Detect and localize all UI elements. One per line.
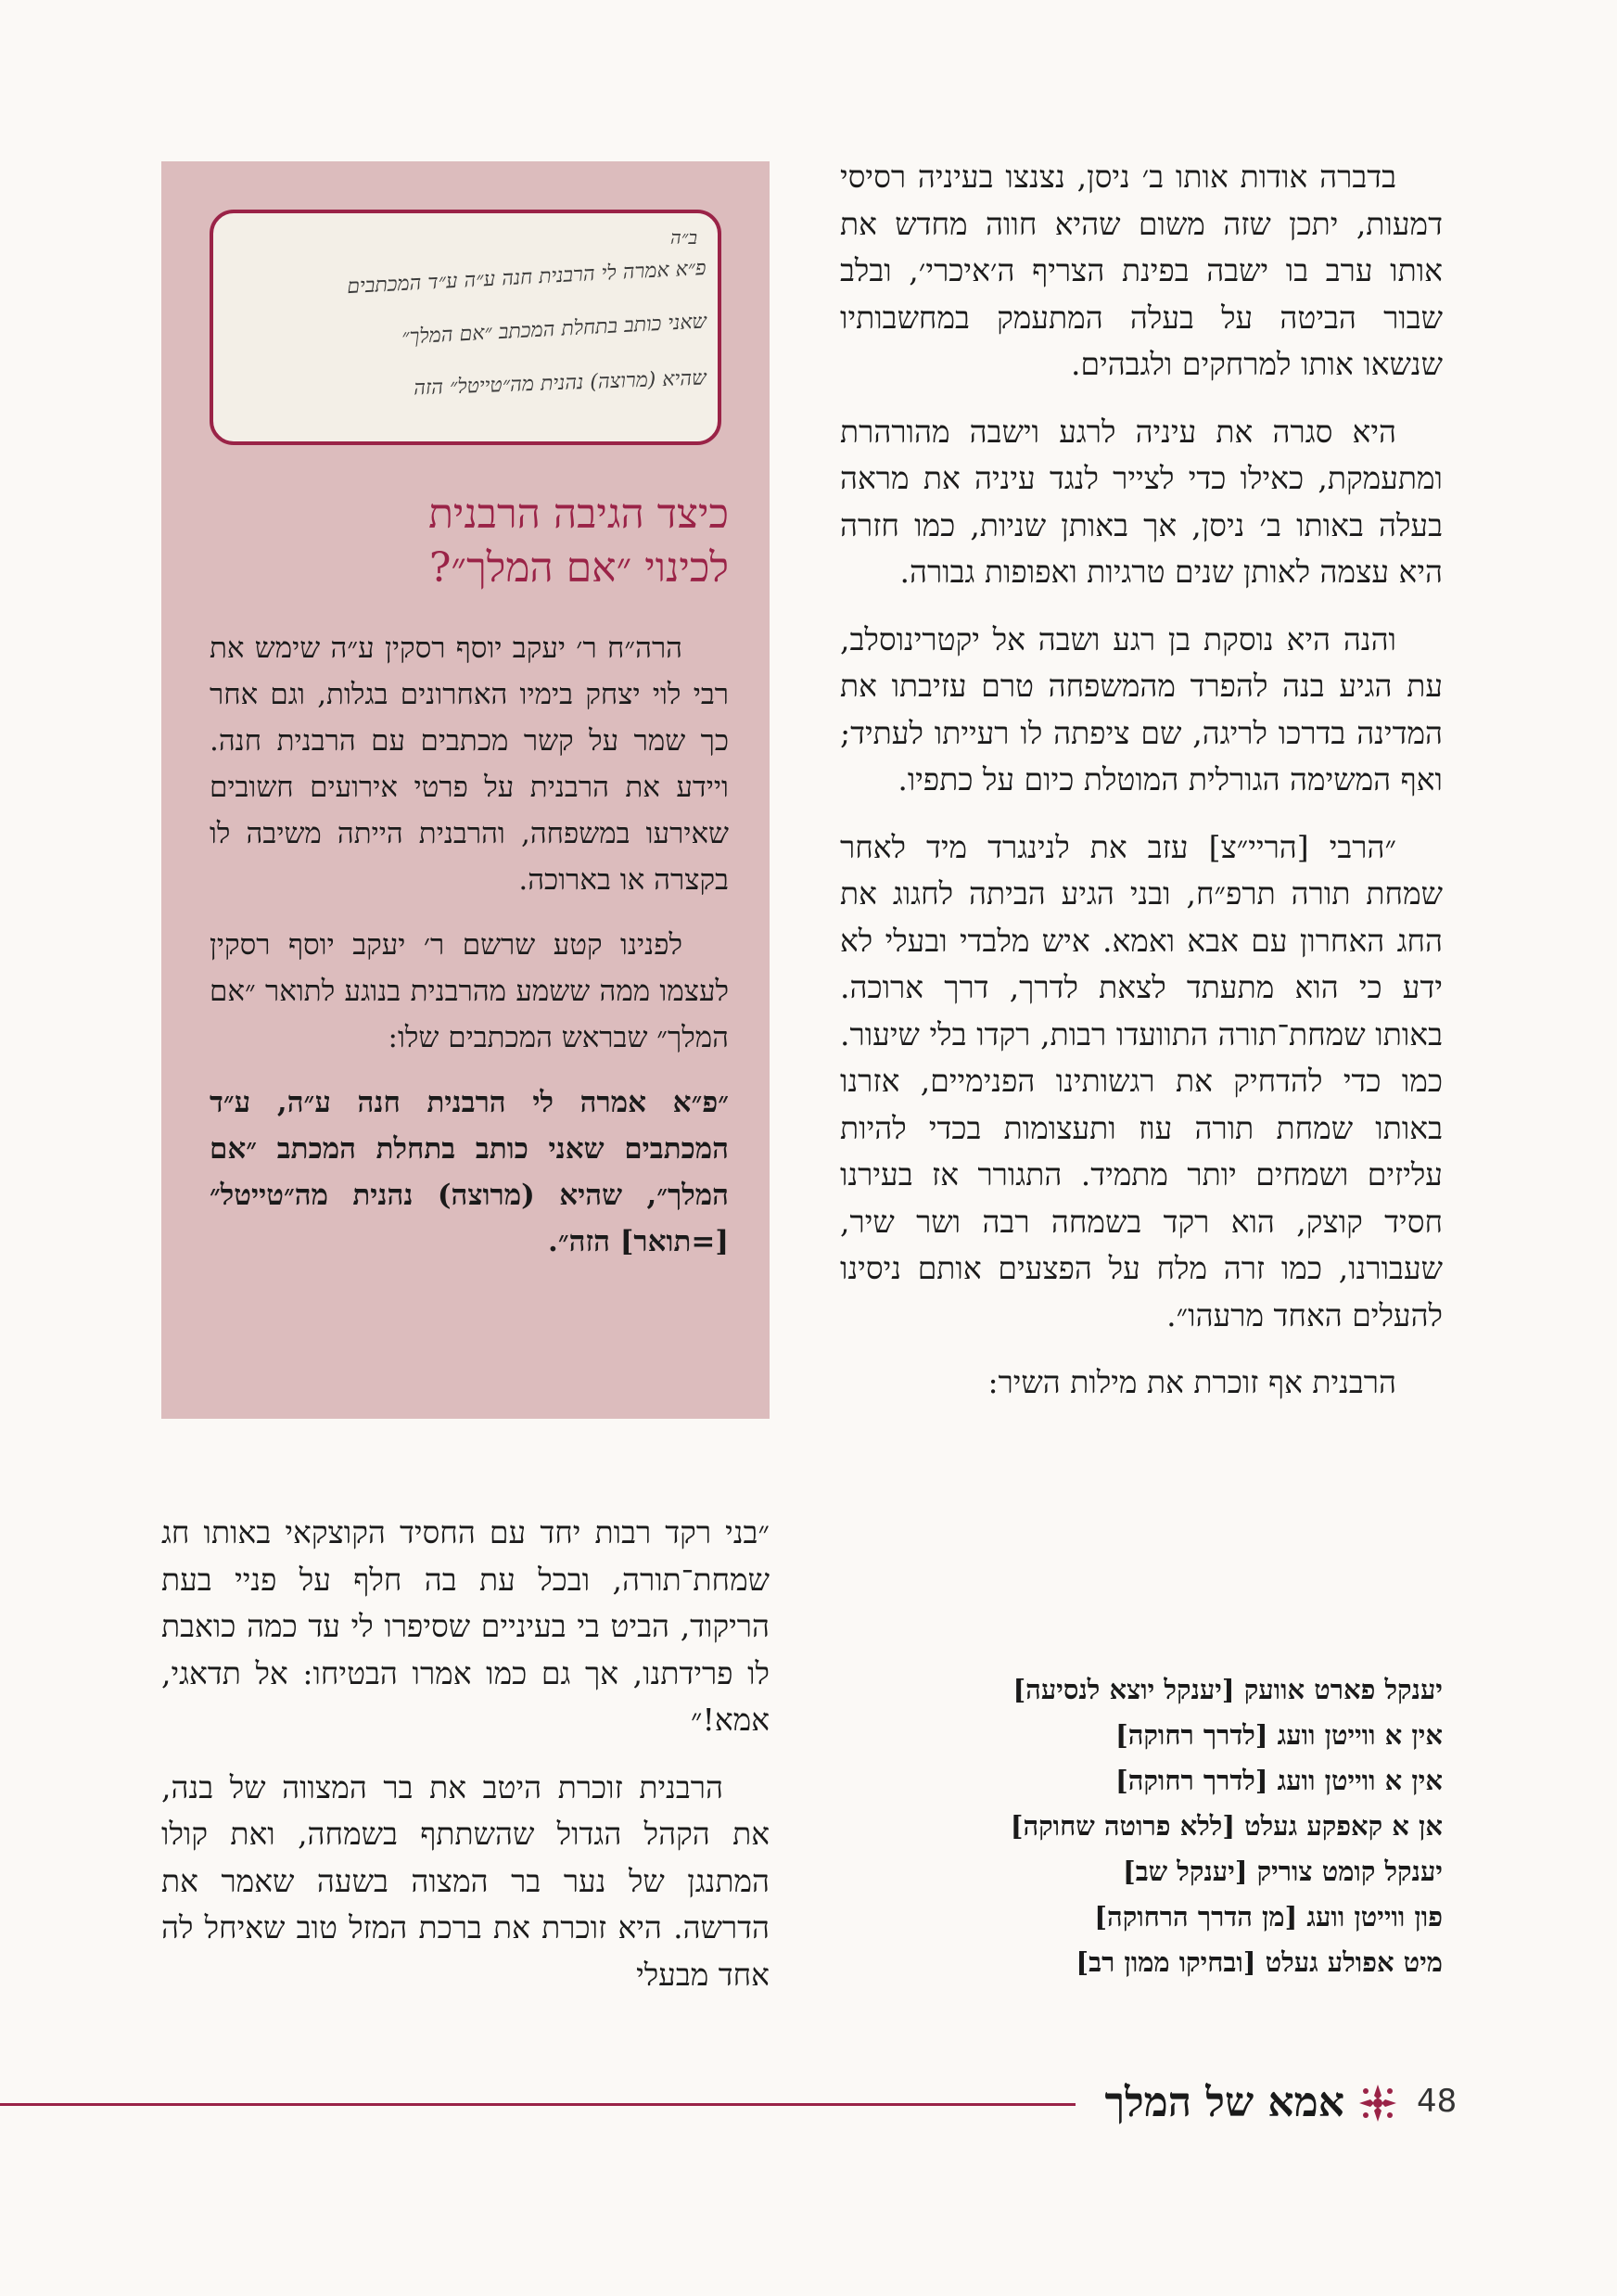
handwritten-line: פ״א אמרה לי הרבנית חנה ע״ה ע״ד המכתבים: [346, 256, 707, 300]
page-number: 48: [1417, 2083, 1458, 2120]
sidebar-quote: ״פ״א אמרה לי הרבנית חנה ע״ה, ע״ד המכתבים שאני כותב בתחלת המכתב ״אם המלך״, שהיא (מרוצה) נהנית מה״טייטל״ [=תואר] הזה״.: [210, 1086, 729, 1258]
paragraph: והנה היא נוסקת בן רגע ושבה אל יקטרינוסלב, עת הגיע בנה להפרד מהמשפחה טרם עזיבתו את המדינה בדרכו לריגה, שם ציפתה לו רעייתו לעתיד; ואף המשימה הגורלית המוטלת כיום על כתפיו.: [840, 620, 1443, 797]
paragraph: ״הרבי [הריי״צ] עזב את לנינגרד מיד לאחר שמחת תורה תרפ״ח, ובני הגיע הביתה לחגוג את החג האחרון עם אבא ואמא. איש מלבדי ובעלי לא ידע כי הוא מתעתד לצאת לדרך, דרך ארוכה. באותו שמחת־תורה התוועדו רבות, רקדו בלי שיעור. כמו כדי להדחיק את רגשותינו הפנימיים, אזרנו באותו שמחת תורה עוז ותעצומות בכדי להיות עליזים ושמחים יותר מתמיד. התגורר אז בעירנו חסיד קוצק, הוא רקד בשמחה רבה ושר שיר, שעבורנו, כמו זרה מלח על הפצעים אותם ניסינו להעלים האחד מרעהו״.: [840, 828, 1443, 1333]
paragraph: הרבנית זוכרת היטב את בר המצווה של בנה, את הקהל הגדול שהשתתף בשמחה, ואת קולו המתנגן של נער בר המצוה בשעה שאמר את הדרשה. היא זוכרת את ברכת המזל טוב שאיחל לה אחד מבעלי: [161, 1768, 770, 1993]
sidebar-paragraph: הרה״ח ר׳ יעקב יוסף רסקין ע״ה שימש את רבי לוי יצחק בימיו האחרונים בגלות, וגם אחר כך שמר על קשר מכתבים עם הרבנית חנה. ויידע את הרבנית על פרטי אירועים חשובים שאירעו במשפחה, והרבנית הייתה משיבה לו בקצרה או בארוכה.: [210, 631, 729, 897]
sidebar-box: [161, 161, 770, 1419]
paragraph: בדברה אודות אותו ב׳ ניסן, נצנצו בעיניה רסיסי דמעות, יתכן שזה משום שהיא חווה מחדש את אותו ערב בו ישבה בפינת הצריף ה׳איכרי׳, ובלב שבור הביטה על בעלה המתעמק במחשבותיו שנשאו אותו למרחקים ולגבהים.: [840, 159, 1443, 382]
handwritten-line: שאני כותב בתחלת המכתב ״אם המלך״: [401, 310, 707, 350]
song-line: יענקל קומט צוריק [יענקל שב]: [1122, 1856, 1443, 1887]
song-line: אן א קאפקע געלט [ללא פרוטה שחוקה]: [1010, 1810, 1443, 1842]
footer-title: אמא של המלך: [1104, 2079, 1344, 2126]
handwritten-line: ב״ה: [670, 226, 697, 249]
song-line: פון ווייטן וועג [מן הדרך הרחוקה]: [1094, 1901, 1443, 1932]
paragraph: היא סגרה את עיניה לרגע וישבה מהורהרת ומתעמקת, כאילו כדי לצייר לנגד עיניה את מראה בעלה באותו ב׳ ניסן, אך באותן שניות, כמו חזרה היא עצמה לאותן שנים טרגיות ואפופות גבורה.: [840, 413, 1443, 590]
song-line: יענקל פארט אוועק [יענקל יוצא לנסיעה]: [1012, 1674, 1443, 1705]
sidebar-title-line: לכינוי ״אם המלך״?: [428, 544, 729, 592]
sidebar-title-line: כיצד הגיבה הרבנית: [428, 491, 729, 538]
paragraph: ״בני רקד רבות יחד עם החסיד הקוצקאי באותו חג שמחת־תורה, ובכל עת בה חלף על פניי בעת הריקוד, הביט בי בעיניים שסיפרו לי עד כמה כואבת לו פרידתנו, אך גם כמו אמרו הבטיחו: אל תדאגי, אמא!״: [161, 1514, 770, 1738]
right-text-column: [840, 154, 1443, 1427]
sidebar-paragraph: לפנינו קטע שרשם ר׳ יעקב יוסף רסקין לעצמו ממה ששמע מהרבנית בנוגע לתואר ״אם המלך״ שבראש המכתבים שלו:: [210, 928, 729, 1054]
sidebar-title: [210, 488, 729, 595]
handwritten-letter-image: [210, 210, 721, 445]
song-line: מיט אפולע געלט [ובחיקו ממון רב]: [1076, 1946, 1443, 1978]
ornament-icon: [1357, 2083, 1398, 2124]
song-lyrics: [840, 1667, 1443, 1985]
sidebar-text: [210, 625, 729, 1283]
footer-rule: [0, 2103, 1076, 2106]
song-intro: הרבנית אף זוכרת את מילות השיר:: [987, 1364, 1396, 1400]
handwritten-line: שהיא (מרוצה) נהנית מה״טייטל״ הזה: [413, 366, 707, 401]
left-text-column: [161, 1510, 770, 2019]
song-line: אין א ווייטן וועג [לדרך רחוקה]: [1115, 1719, 1443, 1751]
song-line: אין א ווייטן וועג [לדרך רחוקה]: [1115, 1765, 1443, 1796]
